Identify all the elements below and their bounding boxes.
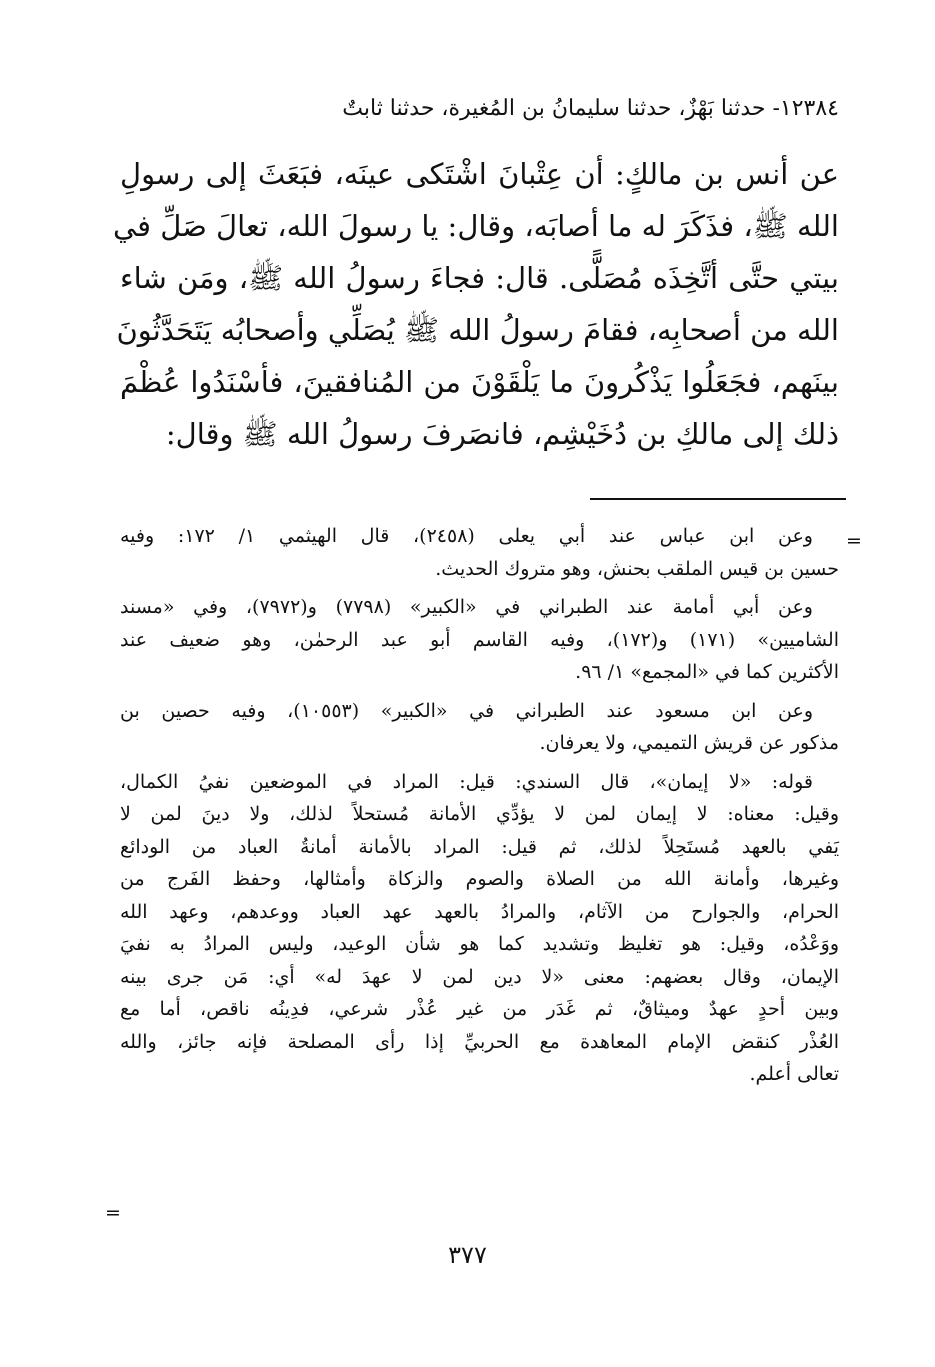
footnote-line: يَفي بالعهد مُستَحِلاً لذلك، ثم قيل: المراد بالأمانة أمانةُ العباد من الودائع bbox=[120, 835, 839, 858]
hadith-number-line: ١٢٣٨٤- حدثنا بَهْزٌ، حدثنا سليمانُ بن المُغيرة، حدثنا ثابتٌ bbox=[342, 96, 839, 121]
footnote-line: الأكثرين كما في «المجمع» ١/ ٩٦. bbox=[575, 661, 839, 683]
footnote-line: الإيمان، وقال بعضهم: معنى «لا دين لمن لا عهدَ له» أي: مَن جرى بينه bbox=[120, 965, 839, 988]
footnote-divider bbox=[590, 498, 846, 500]
footnote-line: الشاميين» (١٧١) و(١٧٢)، وفيه القاسم أبو عبد الرحمٰن، وهو ضعيف عند bbox=[120, 628, 839, 651]
footnote-continuation-mark: = bbox=[846, 530, 862, 552]
footnotes-section bbox=[120, 520, 839, 1097]
footnote-line: مذكور عن قريش التميمي، ولا يعرفان. bbox=[539, 732, 839, 754]
hadith-line: عن أنس بن مالكٍ: أن عِتْبانَ اشْتَكى عينَه، فبَعَثَ إلى رسولِ bbox=[120, 157, 839, 191]
footnote-line: قوله: «لا إيمان»، قال السندي: قيل: المراد في الموضعين نفيُ الكمال، bbox=[120, 770, 813, 793]
hadith-line: ذلك إلى مالكِ بن دُخَيْشِم، فانصَرفَ رسولُ الله ﷺ وقال: bbox=[165, 417, 839, 451]
footnote-paragraph bbox=[120, 766, 839, 1091]
page-number: ٣٧٧ bbox=[448, 1241, 487, 1269]
footnote-line: وعن ابن عباس عند أبي يعلى (٢٤٥٨)، قال الهيثمي ١/ ١٧٢: وفيه bbox=[120, 525, 813, 547]
hadith-line: الله من أصحابِه، فقامَ رسولُ الله ﷺ يُصَلِّي وأصحابُه يَتَحَدَّثُونَ bbox=[116, 313, 839, 347]
footnote-line: تعالى أعلم. bbox=[749, 1063, 839, 1085]
footnote-line: وعن أبي أمامة عند الطبراني في «الكبير» (٧٧٩٨) و(٧٩٧٢)، وفي «مسند bbox=[120, 596, 813, 618]
footnote-paragraph bbox=[120, 520, 839, 585]
footnote-line: حسين بن قيس الملقب بحنش، وهو متروك الحديث. bbox=[435, 557, 839, 580]
footnote-continuation-mark: = bbox=[105, 1202, 121, 1224]
footnote-line: الحرام، والجوارح من الآثام، والمرادُ بالعهد عهد العباد ووعدهم، وعهد الله bbox=[120, 900, 839, 923]
hadith-line: الله ﷺ، فذَكَرَ له ما أصابَه، وقال: يا رسولَ الله، تعالَ صَلِّ في bbox=[113, 209, 839, 243]
hadith-line: بيتي حتَّى أتَّخِذَه مُصَلًّى. قال: فجاءَ رسولُ الله ﷺ، ومَن شاء bbox=[120, 261, 839, 295]
footnote-paragraph bbox=[120, 695, 839, 760]
footnote-line: وبين أحدٍ عهدٌ وميثاقٌ، ثم غَدَر من غير عُذْر شرعي، فدِينُه ناقص، أما مع bbox=[120, 998, 839, 1020]
hadith-line: بينَهم، فجَعَلُوا يَذْكُرونَ ما يَلْقَوْنَ من المُنافقينَ، فأسْنَدُوا عُظْمَ bbox=[120, 365, 839, 399]
footnote-line: وعن ابن مسعود عند الطبراني في «الكبير» (١٠٥٥٣)، وفيه حصين بن bbox=[120, 699, 813, 722]
footnote-line: ووَعْدُه، وقيل: هو تغليظ وتشديد كما هو شأن الوعيد، وليس المرادُ به نفيَ bbox=[120, 933, 839, 955]
footnote-line: وغيرها، وأمانة الله من الصلاة والصوم والزكاة وأمثالها، وحفظ الفَرج من bbox=[120, 868, 839, 890]
footnote-paragraph bbox=[120, 591, 839, 689]
footnote-line: العُذْر كنقض الإمام المعاهدة مع الحربيِّ إذا رأى المصلحة فإنه جائز، والله bbox=[120, 1030, 839, 1053]
hadith-text bbox=[113, 148, 839, 460]
footnote-line: وقيل: معناه: لا إيمان لمن لا يؤدِّي الأمانة مُستحلاً لذلك، ولا دينَ لمن لا bbox=[120, 803, 839, 825]
